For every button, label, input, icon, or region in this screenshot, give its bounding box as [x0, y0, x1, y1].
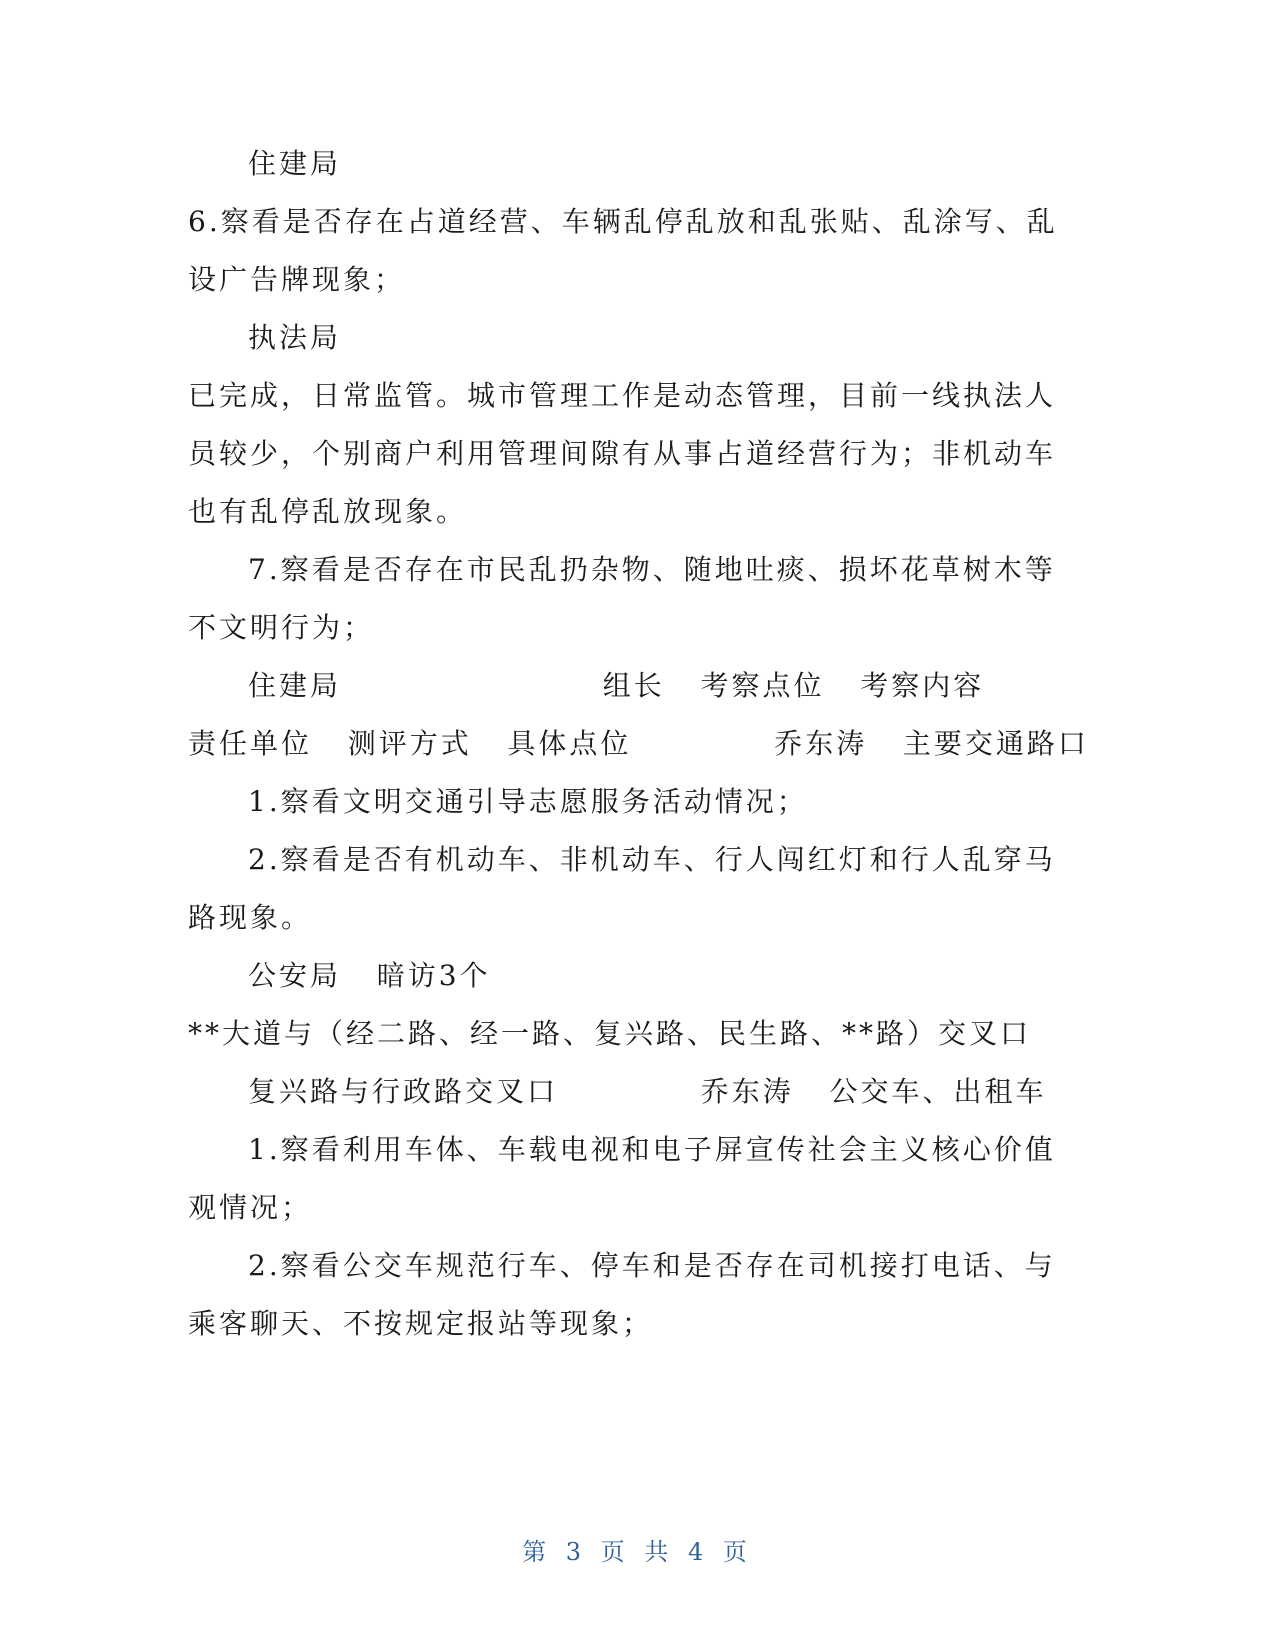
paragraph-line: 路现象。: [188, 901, 313, 934]
table-header-line: 住建局 组长 考察点位 考察内容: [248, 669, 985, 702]
paragraph-line: 2.察看公交车规范行车、停车和是否存在司机接打电话、与: [248, 1249, 1056, 1282]
paragraph-line: 已完成，日常监管。城市管理工作是动态管理，目前一线执法人: [188, 379, 1057, 412]
paragraph-line: 1.察看利用车体、车载电视和电子屏宣传社会主义核心价值: [248, 1133, 1056, 1166]
paragraph-line: 观情况；: [188, 1191, 313, 1224]
page-number-footer: 第 3 页 共 4 页: [522, 1538, 753, 1566]
paragraph-line: 不文明行为；: [188, 611, 375, 644]
paragraph-line: 公安局 暗访3个: [248, 959, 491, 992]
paragraph-line: 员较少，个别商户利用管理间隙有从事占道经营行为；非机动车: [188, 437, 1057, 470]
paragraph-line: 住建局: [248, 147, 342, 180]
paragraph-line: 执法局: [248, 321, 342, 354]
paragraph-line: 1.察看文明交通引导志愿服务活动情况；: [248, 785, 808, 818]
paragraph-line: 复兴路与行政路交叉口 乔东涛 公交车、出租车: [248, 1075, 1047, 1108]
paragraph-line: 7.察看是否存在市民乱扔杂物、随地吐痰、损坏花草树木等: [248, 553, 1056, 586]
paragraph-line: 2.察看是否有机动车、非机动车、行人闯红灯和行人乱穿马: [248, 843, 1056, 876]
paragraph-line: 乘客聊天、不按规定报站等现象；: [188, 1307, 654, 1340]
paragraph-line: **大道与（经二路、经一路、复兴路、民生路、**路）交叉口: [188, 1017, 1032, 1050]
paragraph-line: 也有乱停乱放现象。: [188, 495, 468, 528]
paragraph-line: 设广告牌现象；: [188, 263, 406, 296]
paragraph-line: 6.察看是否存在占道经营、车辆乱停乱放和乱张贴、乱涂写、乱: [188, 205, 1058, 238]
table-header-line: 责任单位 测评方式 具体点位 乔东涛 主要交通路口: [188, 727, 1089, 760]
